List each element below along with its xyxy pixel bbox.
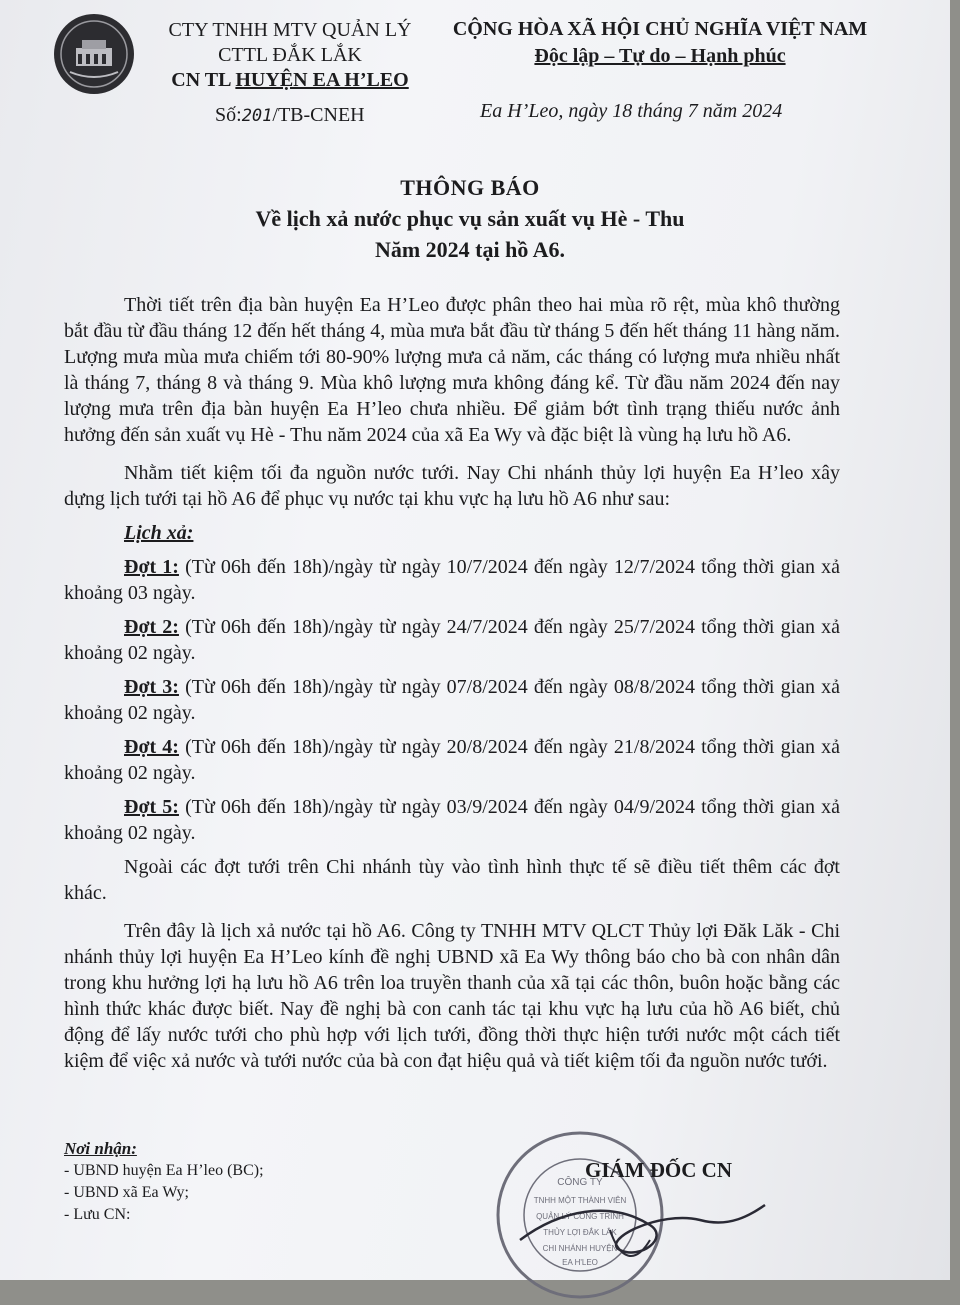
document-body <box>64 292 840 1086</box>
svg-text:CÔNG TY: CÔNG TY <box>557 1177 603 1188</box>
schedule-item-5: Đợt 5: (Từ 06h đến 18h)/ngày từ ngày 03/9/2024 đến ngày 04/9/2024 tổng thời gian xả khoảng 02 ngày. <box>64 796 840 844</box>
paragraph-additional: Ngoài các đợt tưới trên Chi nhánh tùy vào tình hình thực tế sẽ điều tiết thêm các đợt khác. <box>64 856 840 904</box>
handwritten-signature <box>500 1170 780 1280</box>
company-seal-logo <box>52 12 136 96</box>
title-line-2: Về lịch xả nước phục vụ sản xuất vụ Hè - Thu <box>255 206 685 231</box>
svg-text:THỦY LỢI ĐẮK LẮK: THỦY LỢI ĐẮK LẮK <box>543 1228 617 1237</box>
schedule-item-4: Đợt 4: (Từ 06h đến 18h)/ngày từ ngày 20/8/2024 đến ngày 21/8/2024 tổng thời gian xả khoảng 02 ngày. <box>64 736 840 784</box>
agency-line-2: CTTL ĐẮK LẮK <box>218 44 362 66</box>
paragraph-request: Trên đây là lịch xả nước tại hồ A6. Công ty TNHH MTV QLCT Thủy lợi Đăk Lăk - Chi nhánh thủy lợi huyện Ea H’Leo kính đề nghị UBND xã Ea Wy thông báo cho bà con nhân dân trong khu hưởng lợi hạ lưu hồ A6 trên loa truyền thanh của xã tại các thôn, buôn hoặc bằng các hình thức khác được biết. Nay đề nghị bà con canh tác tại khu vực hạ lưu của hồ A6 biết, chủ động để lấy nước tưới cho phù hợp với lịch tưới, đồng thời thực hiện tưới nước một cách tiết kiệm để việc xả nước và tưới nước của bà con đạt hiệu quả và tiết kiệm tối đa nguồn nước tưới. <box>64 920 840 1072</box>
national-motto: Độc lập – Tự do – Hạnh phúc <box>534 45 786 67</box>
title-line-1: THÔNG BÁO <box>400 175 540 200</box>
recipient-item: - UBND xã Ea Wy; <box>64 1184 189 1201</box>
recipients-list <box>64 1138 264 1226</box>
signer-title: GIÁM ĐỐC CN <box>585 1158 732 1182</box>
document-number: Số:201/TB-CNEH <box>215 104 365 126</box>
place-and-date: Ea H’Leo, ngày 18 tháng 7 năm 2024 <box>480 100 783 122</box>
svg-text:EA H'LEO: EA H'LEO <box>562 1258 598 1267</box>
svg-text:CHI NHÁNH HUYỆN: CHI NHÁNH HUYỆN <box>542 1244 618 1253</box>
schedule-item-1: Đợt 1: (Từ 06h đến 18h)/ngày từ ngày 10/7/2024 đến ngày 12/7/2024 tổng thời gian xả khoảng 03 ngày. <box>64 556 840 604</box>
schedule-item-2: Đợt 2: (Từ 06h đến 18h)/ngày từ ngày 24/7/2024 đến ngày 25/7/2024 tổng thời gian xả khoảng 02 ngày. <box>64 616 840 664</box>
recipient-item: - UBND huyện Ea H’leo (BC); <box>64 1162 264 1179</box>
recipients-heading: Nơi nhận: <box>64 1139 137 1158</box>
national-heading <box>440 16 880 70</box>
national-title: CỘNG HÒA XÃ HỘI CHỦ NGHĨA VIỆT NAM <box>452 18 868 40</box>
document-title <box>150 172 790 265</box>
svg-text:QUẢN LÝ CÔNG TRÌNH: QUẢN LÝ CÔNG TRÌNH <box>536 1212 624 1221</box>
schedule-heading: Lịch xả: <box>124 522 194 544</box>
svg-text:TNHH MỘT THÀNH VIÊN: TNHH MỘT THÀNH VIÊN <box>533 1196 627 1205</box>
title-line-3: Năm 2024 tại hồ A6. <box>374 237 566 262</box>
agency-line-3: CN TL HUYỆN EA H’LEO <box>171 69 409 91</box>
recipient-item: - Lưu CN: <box>64 1206 131 1223</box>
issuing-agency <box>150 18 430 93</box>
paragraph-weather: Thời tiết trên địa bàn huyện Ea H’Leo được phân theo hai mùa rõ rệt, mùa khô thường bắt đầu từ đầu tháng 12 đến hết tháng 4, mùa mưa bắt đầu từ tháng 5 đến hết tháng 11 hàng năm. Lượng mưa mùa mưa chiếm tới 80-90% lượng mưa cả năm, các tháng có lượng mưa nhiều nhất là tháng 7, tháng 8 và tháng 9. Mùa khô lượng mưa không đáng kể. Từ đầu năm 2024 đến nay lượng mưa trên địa bàn huyện Ea H’leo chưa nhiều. Để giảm bớt tình trạng thiếu nước ảnh hưởng đến sản xuất vụ Hè - Thu năm 2024 của xã Ea Wy và đặc biệt là vùng hạ lưu hồ A6. <box>64 294 840 446</box>
paragraph-purpose: Nhằm tiết kiệm tối đa nguồn nước tưới. Nay Chi nhánh thủy lợi huyện Ea H’leo xây dựng lịch tưới tại hồ A6 để phục vụ nước tại khu vực hạ lưu hồ A6 như sau: <box>64 462 840 510</box>
agency-line-1: CTY TNHH MTV QUẢN LÝ <box>168 19 412 41</box>
schedule-item-3: Đợt 3: (Từ 06h đến 18h)/ngày từ ngày 07/8/2024 đến ngày 08/8/2024 tổng thời gian xả khoảng 02 ngày. <box>64 676 840 724</box>
